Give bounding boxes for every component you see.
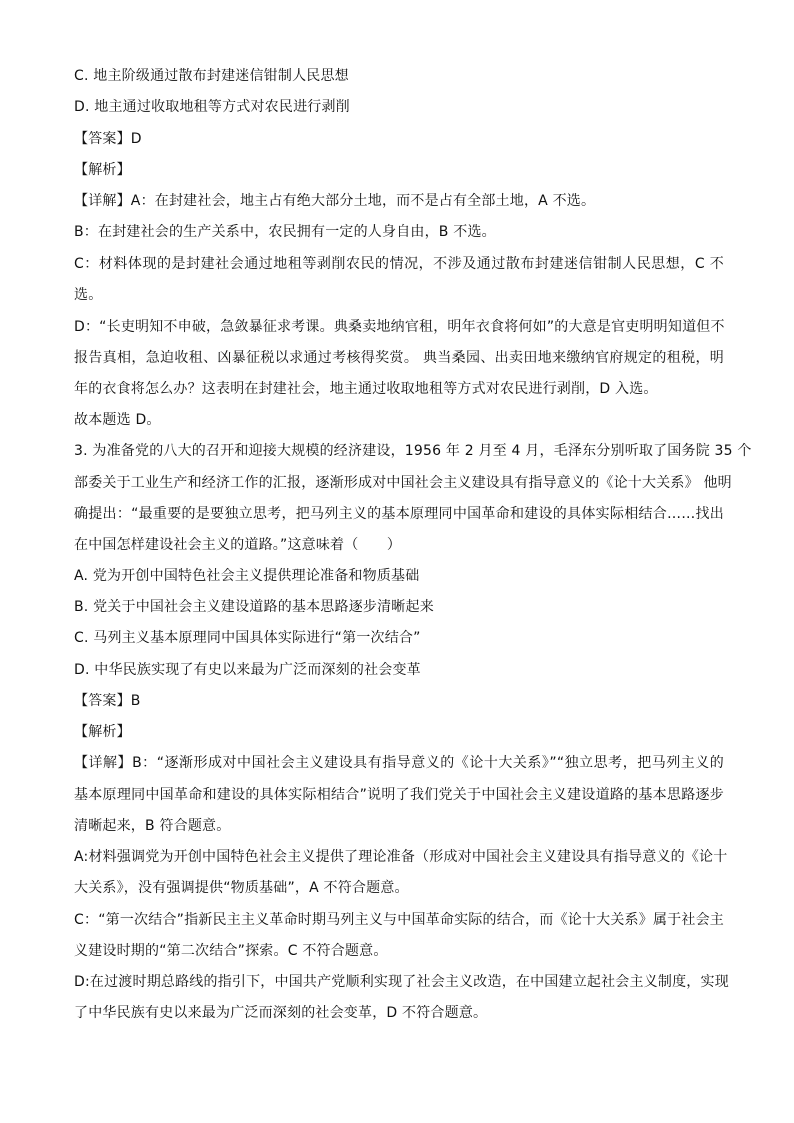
q3-option-b: B. 党关于中国社会主义建设道路的基本思路逐步清晰起来 xyxy=(74,599,434,615)
q2-detail-line: C：材料体现的是封建社会通过地租等剥削农民的情况，不涉及通过散布封建迷信钳制人民思想，C 不 xyxy=(74,256,724,272)
q2-analysis-label: 【解析】 xyxy=(74,162,131,178)
q2-detail-line: B：在封建社会的生产关系中，农民拥有一定的人身自由，B 不选。 xyxy=(74,224,496,240)
q3-stem-line: 确提出：“最重要的是要独立思考，把马列主义的基本原理同中国革命和建设的具体实际相结合……找出 xyxy=(74,506,724,522)
q2-detail-line: 【详解】A：在封建社会，地主占有绝大部分土地，而不是占有全部土地，A 不选。 xyxy=(74,193,596,209)
q3-option-c: C. 马列主义基本原理同中国具体实际进行“第一次结合” xyxy=(74,630,421,646)
q2-detail-line: D：“长吏明知不申破，急敛暴征求考课。典桑卖地纳官租，明年衣食将何如”的大意是官吏明明知道但不 xyxy=(74,319,725,335)
q3-detail-line: 了中华民族有史以来最为广泛而深刻的社会变革，D 不符合题意。 xyxy=(74,1005,488,1021)
q3-stem-line: 3. 为准备党的八大的召开和迎接大规模的经济建设，1956 年 2 月至 4 月，毛泽东分别听取了国务院 35 个 xyxy=(74,443,752,459)
q2-detail-line: 选。 xyxy=(74,287,103,303)
q3-stem-line: 部委关于工业生产和经济工作的汇报，逐渐形成对中国社会主义建设具有指导意义的《论十大关系》 他明 xyxy=(74,475,732,491)
q3-option-d: D. 中华民族实现了有史以来最为广泛而深刻的社会变革 xyxy=(74,662,421,678)
q3-detail-line: A:材料强调党为开创中国特色社会主义提供了理论准备（形成对中国社会主义建设具有指导意义的《论十 xyxy=(74,849,728,865)
q3-detail-line: D:在过渡时期总路线的指引下，中国共产党顺利实现了社会主义改造，在中国建立起社会主义制度，实现 xyxy=(74,974,729,990)
q2-option-c: C. 地主阶级通过散布封建迷信钳制人民思想 xyxy=(74,68,349,84)
q3-stem-line: 在中国怎样建设社会主义的道路。”这意味着（ ） xyxy=(74,537,402,553)
q3-detail-line: C：“第一次结合”指新民主主义革命时期马列主义与中国革命实际的结合，而《论十大关系》属于社会主 xyxy=(74,912,724,928)
q3-detail-line: 大关系》，没有强调提供“物质基础”，A 不符合题意。 xyxy=(74,880,409,896)
q3-answer: 【答案】B xyxy=(74,693,141,709)
q3-analysis-label: 【解析】 xyxy=(74,724,131,740)
q2-option-d: D. 地主通过收取地租等方式对农民进行剥削 xyxy=(74,99,350,115)
q2-answer: 【答案】D xyxy=(74,131,142,147)
q2-conclusion: 故本题选 D。 xyxy=(74,412,161,428)
q3-detail-line: 【详解】B：“逐渐形成对中国社会主义建设具有指导意义的《论十大关系》”“独立思考，把马列主义的 xyxy=(74,755,724,771)
q2-detail-line: 年的衣食将怎么办？这表明在封建社会，地主通过收取地租等方式对农民进行剥削，D 入选。 xyxy=(74,381,658,397)
q3-detail-line: 清晰起来，B 符合题意。 xyxy=(74,818,231,834)
q3-detail-line: 义建设时期的“第二次结合”探索。C 不符合题意。 xyxy=(74,943,388,959)
q2-detail-line: 报告真相，急迫收租、凶暴征税以求通过考核得奖赏。 典当桑园、出卖田地来缴纳官府规定的租税，明 xyxy=(74,350,724,366)
q3-option-a: A. 党为开创中国特色社会主义提供理论准备和物质基础 xyxy=(74,568,420,584)
q3-detail-line: 基本原理同中国革命和建设的具体实际相结合”说明了我们党关于中国社会主义建设道路的基本思路逐步 xyxy=(74,787,724,803)
